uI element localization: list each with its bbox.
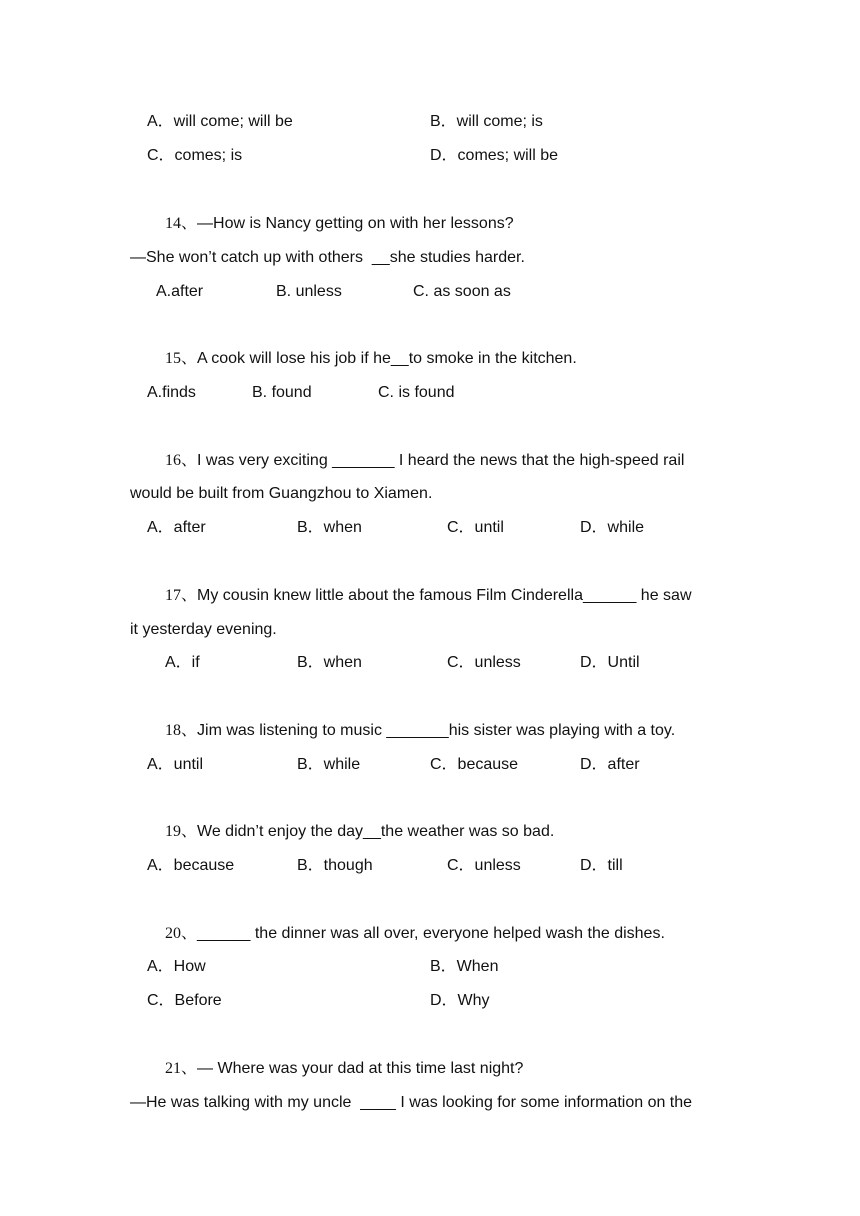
q14-option-c: C. as soon as bbox=[413, 283, 511, 300]
q13-option-b: B．will come; is bbox=[430, 113, 543, 130]
q18-option-a: A．until bbox=[147, 756, 204, 773]
q13-option-a: A．will come; will be bbox=[147, 113, 293, 130]
q16-option-c: C．until bbox=[447, 519, 504, 536]
q19-option-a: A．because bbox=[147, 857, 235, 874]
q17-option-b: B．when bbox=[297, 654, 362, 671]
q13-option-c: C．comes; is bbox=[147, 147, 243, 164]
q17-stem-line-2: it yesterday evening. bbox=[130, 621, 277, 638]
q14-stem-line-1: —How is Nancy getting on with her lessons? bbox=[197, 215, 514, 232]
q18-stem-line-1: Jim was listening to music _______his sister was playing with a toy. bbox=[197, 722, 676, 739]
q16-stem-line-2: would be built from Guangzhou to Xiamen. bbox=[130, 485, 433, 502]
q20-option-c: C．Before bbox=[147, 992, 222, 1009]
q16-option-d: D．while bbox=[580, 519, 645, 536]
q14-option-a: A.after bbox=[156, 283, 204, 300]
q15-option-b: B. found bbox=[252, 384, 312, 401]
q21-stem-line-1: — Where was your dad at this time last night? bbox=[197, 1060, 524, 1077]
q18-option-d: D．after bbox=[580, 756, 640, 773]
q14-option-b: B. unless bbox=[276, 283, 342, 300]
q16-option-a: A．after bbox=[147, 519, 206, 536]
q13-option-d: D．comes; will be bbox=[430, 147, 559, 164]
q18-number: 18、 bbox=[165, 722, 198, 739]
q20-option-a: A．How bbox=[147, 958, 206, 975]
q20-option-d: D．Why bbox=[430, 992, 490, 1009]
q14-number: 14、 bbox=[165, 215, 198, 232]
q17-stem-line-1: My cousin knew little about the famous Film Cinderella______ he saw bbox=[197, 587, 692, 604]
q20-number: 20、 bbox=[165, 925, 198, 942]
q16-stem-line-1: I was very exciting _______ I heard the news that the high-speed rail bbox=[197, 452, 685, 469]
q15-number: 15、 bbox=[165, 350, 198, 367]
q21-stem bbox=[165, 1059, 523, 1079]
q15-stem-line-1: A cook will lose his job if he__to smoke in the kitchen. bbox=[197, 350, 577, 367]
q18-option-c: C．because bbox=[430, 756, 519, 773]
q20-stem-line-1: ______ the dinner was all over, everyone helped wash the dishes. bbox=[197, 925, 665, 942]
q18-stem bbox=[165, 721, 675, 741]
q19-stem-line-1: We didn’t enjoy the day__the weather was so bad. bbox=[197, 823, 555, 840]
q15-option-c: C. is found bbox=[378, 384, 455, 401]
q21-number: 21、 bbox=[165, 1060, 198, 1077]
q17-number: 17、 bbox=[165, 587, 198, 604]
q17-stem bbox=[165, 586, 692, 606]
q17-option-a: A．if bbox=[165, 654, 200, 671]
q19-number: 19、 bbox=[165, 823, 198, 840]
q15-stem bbox=[165, 349, 577, 369]
q15-option-a: A.finds bbox=[147, 384, 196, 401]
q17-option-d: D．Until bbox=[580, 654, 640, 671]
q19-stem bbox=[165, 822, 554, 842]
q19-option-b: B．though bbox=[297, 857, 373, 874]
q19-option-d: D．till bbox=[580, 857, 623, 874]
q14-stem bbox=[165, 214, 514, 234]
q16-stem bbox=[165, 451, 684, 471]
q16-number: 16、 bbox=[165, 452, 198, 469]
q21-stem-line-2: —He was talking with my uncle ____ I was looking for some information on the bbox=[130, 1094, 693, 1111]
q19-option-c: C．unless bbox=[447, 857, 521, 874]
q17-option-c: C．unless bbox=[447, 654, 521, 671]
q14-stem-line-2: —She won’t catch up with others __she studies harder. bbox=[130, 249, 525, 266]
q20-option-b: B．When bbox=[430, 958, 499, 975]
q20-stem bbox=[165, 924, 665, 944]
q18-option-b: B．while bbox=[297, 756, 361, 773]
q16-option-b: B．when bbox=[297, 519, 362, 536]
